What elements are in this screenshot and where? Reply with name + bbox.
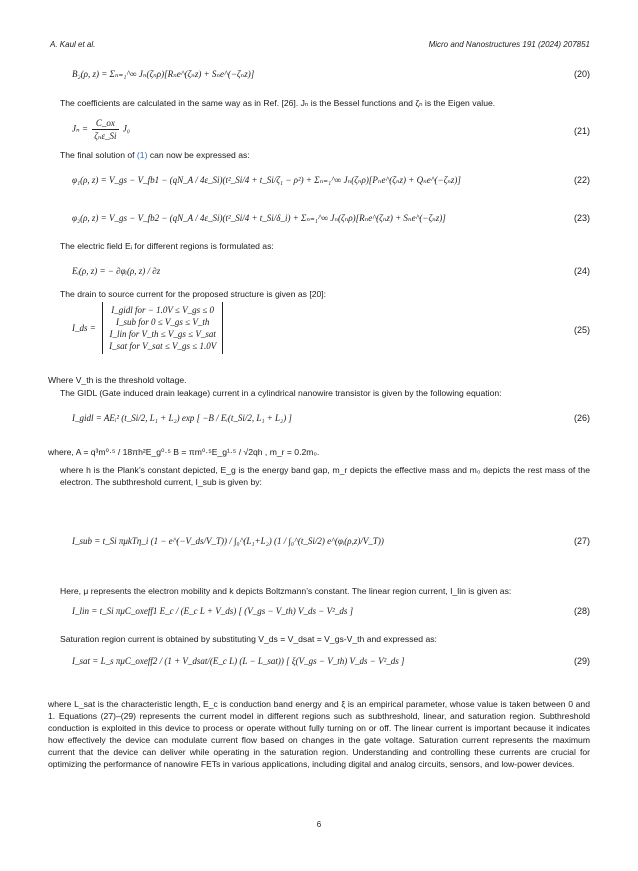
equation-25 bbox=[72, 302, 590, 362]
equation-24-body: Eᵢ(ρ, z) = − ∂φᵢ(ρ, z) / ∂z bbox=[72, 266, 161, 276]
paragraph-electric-field: The electric field Eᵢ for different regions is formulated as: bbox=[60, 241, 274, 251]
paragraph-mobility: Here, μ represents the electron mobility and k depicts Boltzmann’s constant. The linear region current, I_lin is given as: bbox=[60, 586, 512, 596]
final-solution-text-a: The final solution of bbox=[60, 150, 137, 160]
equation-20-number: (20) bbox=[573, 69, 590, 79]
equation-23 bbox=[72, 212, 590, 224]
equation-28-body: I_lin = t_Si πμC_oxeff1 E_c / (E_c L + V_ds) [ (V_gs − V_th) V_ds − V²_ds ] bbox=[72, 606, 354, 616]
equation-20-body: B₂(ρ, z) = Σₙ₌₁^∞ Jₙ(ζₙρ)[Rₙe^(ζₙz) + Sₙe^(−ζₙz)] bbox=[72, 69, 255, 79]
equation-21-lhs: Jₙ = bbox=[72, 123, 88, 134]
equation-1-link[interactable]: (1) bbox=[136, 150, 148, 160]
equation-29-number: (29) bbox=[573, 656, 590, 666]
equation-25-case-sat: I_sat for V_sat ≤ V_gs ≤ 1.0V bbox=[109, 341, 217, 351]
equation-27-number: (27) bbox=[573, 536, 590, 546]
equation-23-number: (23) bbox=[573, 213, 590, 223]
equation-21-fraction bbox=[92, 117, 118, 142]
final-solution-text-b: can now be expressed as: bbox=[147, 150, 250, 160]
equation-26-number: (26) bbox=[573, 413, 590, 423]
equation-24 bbox=[72, 265, 590, 277]
equation-21-denominator: ζₙε_Si bbox=[94, 131, 117, 141]
equation-28 bbox=[72, 605, 590, 617]
equation-24-number: (24) bbox=[573, 266, 590, 276]
equation-25-number: (25) bbox=[573, 325, 590, 335]
equation-22 bbox=[72, 174, 590, 186]
equation-20 bbox=[72, 68, 590, 80]
header-journal: Micro and Nanostructures 191 (2024) 207851 bbox=[428, 40, 590, 49]
paragraph-coefficients: The coefficients are calculated in the same way as in Ref. [26]. Jₙ is the Bessel functions and ζₙ is the Eigen value. bbox=[60, 98, 496, 108]
equation-25-case-gidl: I_gidl for − 1.0V ≤ V_gs ≤ 0 bbox=[111, 305, 215, 315]
paragraph-planck: where h is the Plank’s constant depicted, E_g is the energy band gap, m_r depicts the effective mass and m₀ depicts the rest mass of the electron. The subthreshold current, I_sub is given by: bbox=[60, 465, 590, 487]
equation-28-number: (28) bbox=[573, 606, 590, 616]
paragraph-drain-current: The drain to source current for the proposed structure is given as [20]: bbox=[60, 289, 327, 299]
header-authors: A. Kaul et al. bbox=[50, 40, 96, 49]
equation-25-case-lin: I_lin for V_th ≤ V_gs ≤ V_sat bbox=[109, 329, 216, 339]
equation-23-body: φ₂(ρ, z) = V_gs − V_fb2 − (qN_A / 4ε_Si)(t²_Si/4 + t_Si/δ_i) + Σₙ₌₁^∞ Jₙ(ζₙρ)[Rₙe^(ζₙz) + Sₙe^(−ζₙz)] bbox=[72, 213, 446, 223]
equation-22-number: (22) bbox=[573, 175, 590, 185]
equation-27-body: I_sub = t_Si πμkTη_i (1 − e^(−V_ds/V_T)) / ∫₀^(L₁+L₂) (1 / ∫₀^(t_Si/2) e^(φᵢ(ρ,z)/V_T)) bbox=[72, 536, 384, 546]
equation-22-body: φ₁(ρ, z) = V_gs − V_fb1 − (qN_A / 4ε_Si)(t²_Si/4 + t_Si/ζ₁ − ρ²) + Σₙ₌₁^∞ Jₙ(ζₙρ)[Pₙe^(ζₙz) + Qₙe^(−ζₙz)] bbox=[72, 175, 461, 185]
equation-25-case-sub: I_sub for 0 ≤ V_gs ≤ V_th bbox=[115, 317, 210, 327]
paragraph-threshold: Where V_th is the threshold voltage. bbox=[48, 375, 187, 385]
equation-26-body: I_gidl = AEᵢ² (t_Si/2, L₁ + L₂) exp [ −B / Eᵢ(t_Si/2, L₁ + L₂) ] bbox=[72, 413, 292, 423]
equation-21 bbox=[72, 117, 590, 145]
equation-21-tail: J₀ bbox=[122, 123, 130, 134]
equation-26 bbox=[72, 407, 590, 431]
page-number: 6 bbox=[316, 820, 322, 829]
paragraph-saturation: Saturation region current is obtained by substituting V_ds = V_dsat = V_gs-V_th and expressed as: bbox=[60, 634, 437, 644]
equation-21-numerator: C_ox bbox=[92, 117, 118, 130]
equation-21-number: (21) bbox=[573, 126, 590, 136]
paragraph-current-model: where L_sat is the characteristic length, E_c is conduction band energy and ξ is an empirical parameter, whose value is taken between 0 and 1. Equations (27)–(29) represents the current model in different regions such as subthreshold, linear, and saturation region. Subthreshold conduction is exploited in this device to process or operate without fully turning on or off. The linear current is important because it indicates how effectively the device can modulate current flow based on changes in the gate voltage. Saturation current represents the maximum current that the device can deliver while operating in the saturation region. Understanding and controlling these currents are crucial for optimizing the performance of nanowire FETs in various applications, including digital and analog circuits, sensors, and low-power devices. bbox=[48, 699, 590, 769]
equation-27 bbox=[72, 535, 590, 547]
running-header bbox=[50, 40, 590, 54]
equation-25-lhs: I_ds = bbox=[72, 323, 96, 333]
equation-25-cases bbox=[102, 302, 223, 354]
paragraph-gidl: The GIDL (Gate induced drain leakage) current in a cylindrical nanowire transistor is given by the following equation: bbox=[60, 388, 502, 398]
equation-29-body: I_sat = L_s πμC_oxeff2 / (1 + V_dsat/(E_c L) (L − L_sat)) [ ξ(V_gs − V_th) V_ds − V²_ds ] bbox=[72, 656, 405, 666]
paragraph-final-solution bbox=[60, 149, 590, 161]
paragraph-constants: where, A = q³m⁰·⁵ / 18πh²E_g⁰·⁵ B = πm⁰·⁵E_g¹·⁵ / √2qh , m_r = 0.2m₀. bbox=[48, 447, 320, 457]
equation-29 bbox=[72, 655, 590, 667]
